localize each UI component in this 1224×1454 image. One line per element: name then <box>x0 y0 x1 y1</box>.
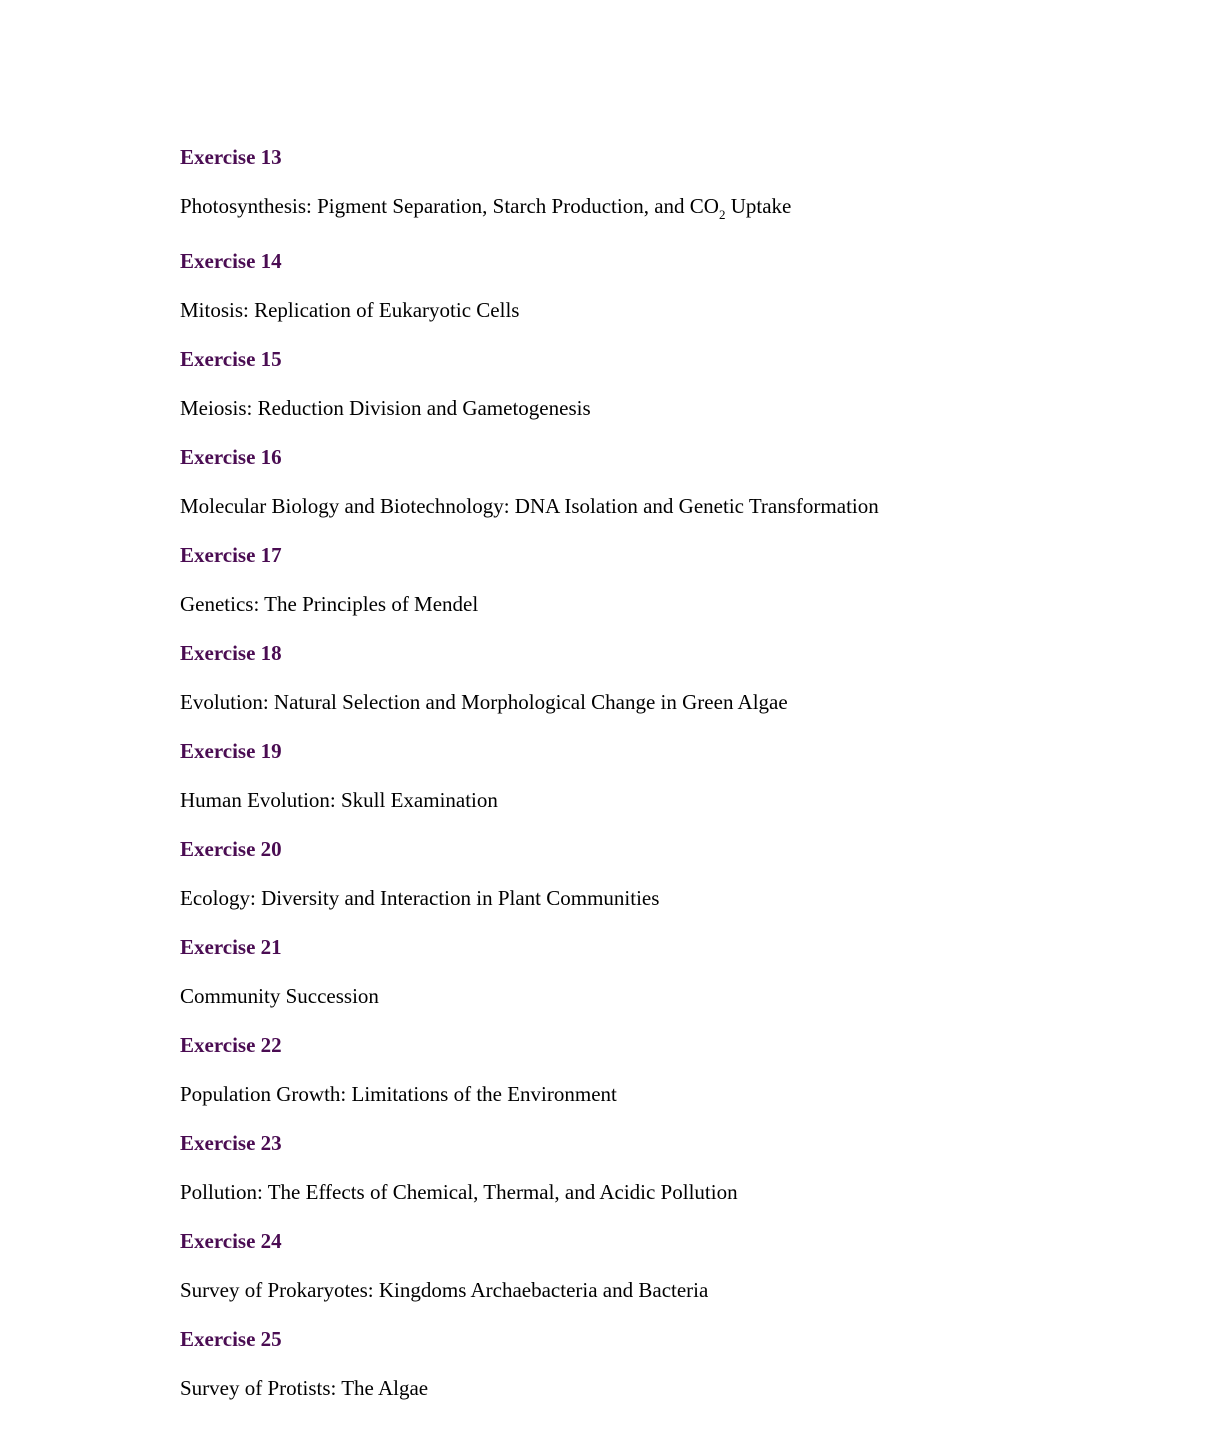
exercise-label: Exercise 14 <box>180 249 282 273</box>
toc-entry-exercise-16 <box>180 442 1160 521</box>
toc-entry-exercise-24 <box>180 1226 1160 1305</box>
exercise-label: Exercise 18 <box>180 641 282 665</box>
exercise-label: Exercise 24 <box>180 1229 282 1253</box>
toc-entry-exercise-15 <box>180 344 1160 423</box>
exercise-title: Pollution: The Effects of Chemical, Thermal, and Acidic Pollution <box>180 1180 738 1204</box>
toc-entry-exercise-22 <box>180 1030 1160 1109</box>
table-of-contents <box>180 142 1160 1422</box>
exercise-label: Exercise 15 <box>180 347 282 371</box>
exercise-label: Exercise 19 <box>180 739 282 763</box>
exercise-title: Community Succession <box>180 984 379 1008</box>
exercise-label: Exercise 21 <box>180 935 282 959</box>
exercise-label: Exercise 22 <box>180 1033 282 1057</box>
exercise-title-text: Photosynthesis: Pigment Separation, Starch Production, and CO <box>180 194 719 218</box>
exercise-title: Population Growth: Limitations of the Environment <box>180 1082 617 1106</box>
exercise-title: Survey of Prokaryotes: Kingdoms Archaebacteria and Bacteria <box>180 1278 709 1302</box>
toc-entry-exercise-20 <box>180 834 1160 913</box>
exercise-label: Exercise 23 <box>180 1131 282 1155</box>
exercise-title: Mitosis: Replication of Eukaryotic Cells <box>180 298 520 322</box>
exercise-label: Exercise 13 <box>180 145 282 169</box>
toc-entry-exercise-14 <box>180 246 1160 325</box>
toc-entry-exercise-18 <box>180 638 1160 717</box>
exercise-label: Exercise 17 <box>180 543 282 567</box>
exercise-title: Meiosis: Reduction Division and Gametogenesis <box>180 396 591 420</box>
exercise-label: Exercise 16 <box>180 445 282 469</box>
toc-entry-exercise-21 <box>180 932 1160 1011</box>
co2-subscript: 2 <box>718 207 726 222</box>
exercise-title: Evolution: Natural Selection and Morphological Change in Green Algae <box>180 690 788 714</box>
exercise-label: Exercise 20 <box>180 837 282 861</box>
exercise-title <box>180 191 1160 221</box>
exercise-title: Genetics: The Principles of Mendel <box>180 592 479 616</box>
exercise-title: Human Evolution: Skull Examination <box>180 788 498 812</box>
exercise-title: Ecology: Diversity and Interaction in Plant Communities <box>180 886 660 910</box>
exercise-label: Exercise 25 <box>180 1327 282 1351</box>
toc-entry-exercise-19 <box>180 736 1160 815</box>
exercise-title: Survey of Protists: The Algae <box>180 1376 429 1400</box>
toc-entry-exercise-23 <box>180 1128 1160 1207</box>
toc-entry-exercise-13 <box>180 142 1160 221</box>
toc-entry-exercise-17 <box>180 540 1160 619</box>
toc-entry-exercise-25 <box>180 1324 1160 1403</box>
exercise-title: Molecular Biology and Biotechnology: DNA Isolation and Genetic Transformation <box>180 494 879 518</box>
exercise-title-text-end: Uptake <box>725 194 792 218</box>
